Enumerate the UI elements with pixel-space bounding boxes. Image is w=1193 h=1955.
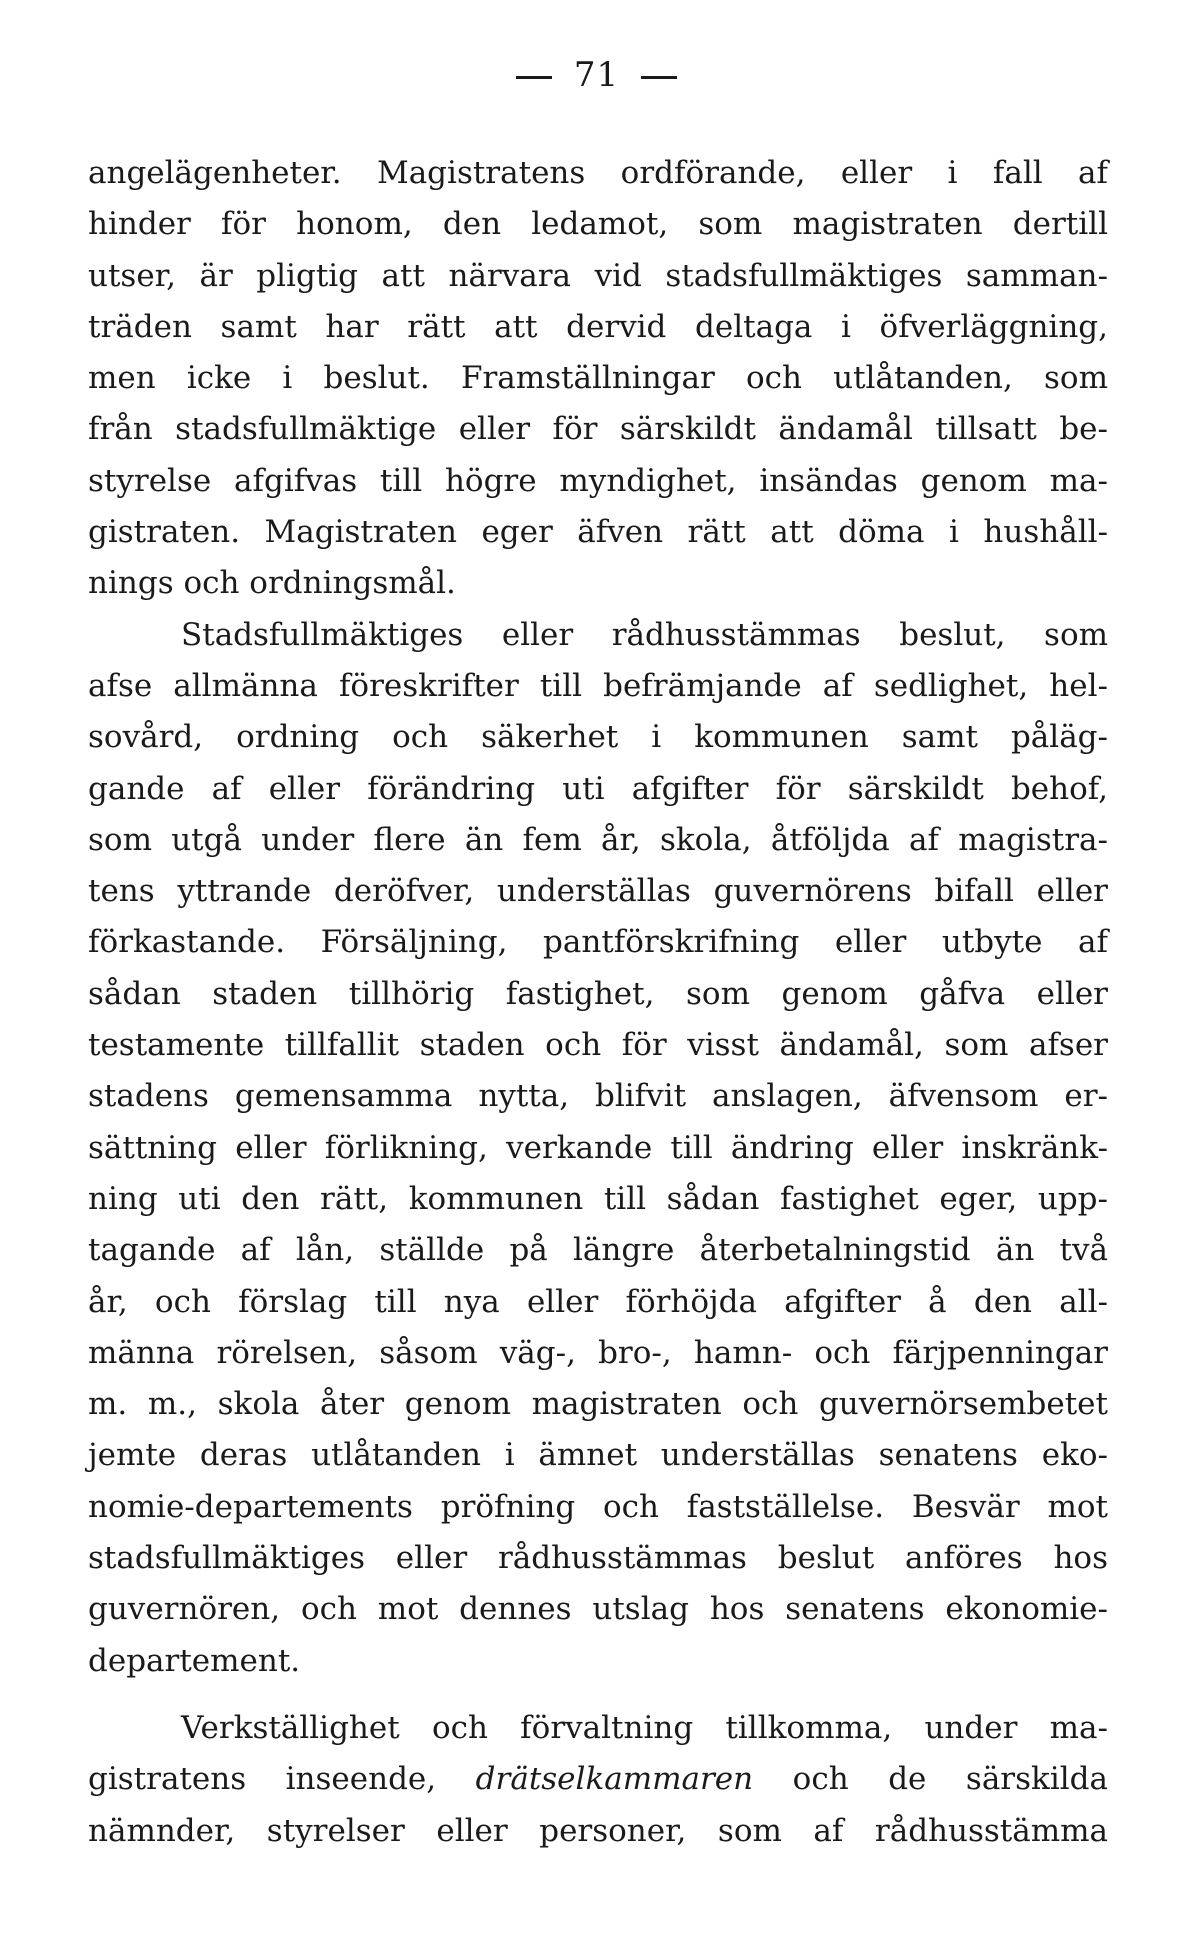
text-line: gande af eller förändring uti afgifter för särskildt behof,: [88, 770, 1108, 807]
paragraph-3: [88, 1703, 1108, 1857]
paragraph-1: [88, 148, 1108, 610]
text-line: angelägenheter. Magistratens ordförande, eller i fall af: [88, 155, 1108, 191]
text-line: tagande af lån, ställde på längre återbetalningstid än två: [88, 1232, 1108, 1269]
text-span: och de särskilda: [753, 1761, 1108, 1798]
text-line: afse allmänna föreskrifter till befrämjande af sedlighet, hel-: [88, 667, 1108, 704]
text-line: nämnder, styrelser eller personer, som af rådhusstämma: [88, 1812, 1108, 1849]
text-line: förkastande. Försäljning, pantförskrifning eller utbyte af: [88, 924, 1108, 961]
text-line: stadsfullmäktiges eller rådhusstämmas beslut anföres hos: [88, 1540, 1108, 1577]
body-text: [88, 148, 1108, 1857]
text-line: tens yttrande deröfver, underställas guvernörens bifall eller: [88, 873, 1108, 910]
page-number: 71: [573, 55, 620, 95]
text-line: departement.: [88, 1642, 301, 1679]
text-line: stadens gemensamma nytta, blifvit anslagen, äfvensom er-: [88, 1078, 1108, 1115]
text-line: år, och förslag till nya eller förhöjda afgifter å den all-: [88, 1283, 1108, 1320]
dash-left: [516, 76, 552, 79]
paragraph-2: [88, 610, 1108, 1687]
text-line: [88, 1754, 1108, 1805]
text-line: guvernören, och mot dennes utslag hos senatens ekonomie-: [88, 1591, 1108, 1628]
text-line: från stadsfullmäktige eller för särskildt ändamål tillsatt be-: [88, 411, 1108, 448]
text-line: utser, är pligtig att närvara vid stadsfullmäktiges samman-: [88, 257, 1108, 294]
text-line: gistraten. Magistraten eger äfven rätt att döma i hushåll-: [88, 514, 1108, 551]
text-line: nings och ordningsmål.: [88, 565, 456, 602]
emphasized-term: drätselkammaren: [475, 1761, 754, 1798]
text-line: sovård, ordning och säkerhet i kommunen samt påläg-: [88, 719, 1108, 756]
text-line: sådan staden tillhörig fastighet, som genom gåfva eller: [88, 975, 1108, 1012]
text-span: gistratens inseende,: [88, 1761, 476, 1798]
dash-right: [641, 76, 677, 79]
text-line: nomie-departements pröfning och fastställelse. Besvär mot: [88, 1488, 1108, 1525]
text-line: testamente tillfallit staden och för visst ändamål, som afser: [88, 1027, 1108, 1064]
paragraph-gap: [88, 1687, 1108, 1703]
text-line: men icke i beslut. Framställningar och utlåtanden, som: [88, 360, 1108, 397]
text-line: som utgå under flere än fem år, skola, åtföljda af magistra-: [88, 821, 1108, 858]
text-line: ning uti den rätt, kommunen till sådan fastighet eger, upp-: [88, 1180, 1108, 1217]
text-line: sättning eller förlikning, verkande till ändring eller inskränk-: [88, 1129, 1108, 1166]
text-line: Stadsfullmäktiges eller rådhusstämmas beslut, som: [181, 616, 1108, 653]
text-line: jemte deras utlåtanden i ämnet underställas senatens eko-: [88, 1437, 1108, 1474]
text-line: Verkställighet och förvaltning tillkomma, under ma-: [181, 1709, 1108, 1746]
page-header: [0, 55, 1193, 95]
text-line: männa rörelsen, såsom väg-, bro-, hamn- och färjpenningar: [88, 1334, 1108, 1371]
text-line: träden samt har rätt att dervid deltaga i öfverläggning,: [88, 308, 1108, 345]
text-line: styrelse afgifvas till högre myndighet, insändas genom ma-: [88, 462, 1108, 499]
text-line: m. m., skola åter genom magistraten och guvernörsembetet: [88, 1386, 1108, 1423]
text-line: hinder för honom, den ledamot, som magistraten dertill: [88, 206, 1108, 243]
